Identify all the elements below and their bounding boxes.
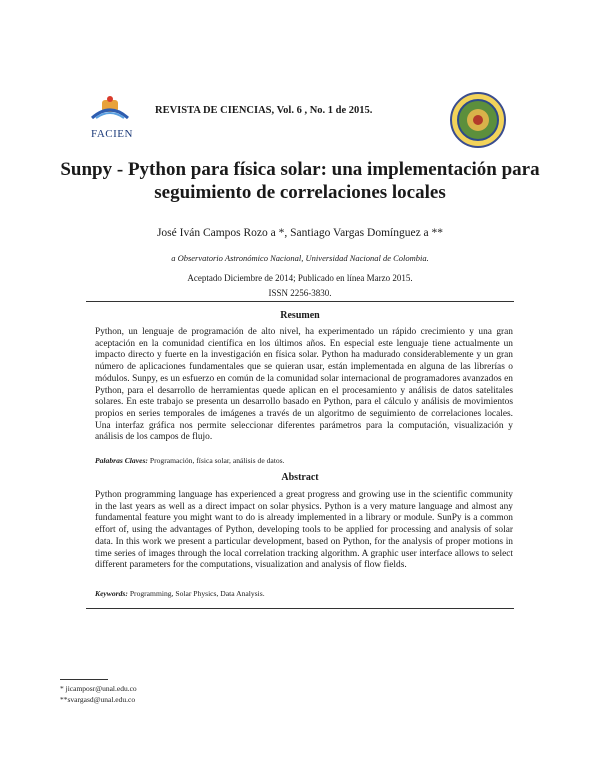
- journal-citation: REVISTA DE CIENCIAS, Vol. 6 , No. 1 de 2015.: [155, 105, 373, 116]
- authors: José Iván Campos Rozo a *, Santiago Vargas Domínguez a **: [156, 227, 444, 239]
- abstract-body: Python programming language has experienced a great progress and growing use in the scientific community in the last years as well as a direct impact on solar physics. Python is a very mature language and almost any fundamental feature you might want to do is already implemented in a library or module. SunPy is a common effort of, using the advantages of Python, developing tools to be applied for processing and analysis of solar data. In this work we present a particular development, based on Python, for the analysis of proper motions in time series of images through the local correlation tracking algorithm. A graphic user interface allows to select different parameters for the computations, visualization and analysis of flow fields.: [95, 490, 513, 571]
- resumen-keywords-label: Palabras Claves: [95, 456, 146, 465]
- facien-logo-text: FACIEN: [91, 128, 133, 140]
- footnote-email-2: **svargasd@unal.edu.co: [60, 695, 136, 704]
- divider: [86, 301, 514, 302]
- issn: ISSN 2256-3830.: [268, 288, 332, 298]
- university-seal-icon: [450, 92, 506, 148]
- colon: :: [145, 456, 148, 465]
- divider: [86, 608, 514, 609]
- resumen-keywords-text: Programación, física solar, análisis de datos.: [149, 456, 285, 465]
- publication-dates: Aceptado Diciembre de 2014; Publicado en línea Marzo 2015.: [187, 273, 413, 283]
- abstract-keywords-text: Programming, Solar Physics, Data Analysis.: [129, 589, 265, 598]
- affiliation: a Observatorio Astronómico Nacional, Universidad Nacional de Colombia.: [171, 253, 429, 263]
- resumen-keywords: [95, 456, 513, 465]
- resumen-heading: Resumen: [280, 310, 320, 321]
- footnote-rule: [60, 679, 108, 680]
- footnote-email-1: * jicamposr@unal.edu.co: [60, 684, 137, 693]
- abstract-keywords: [95, 589, 513, 598]
- abstract-keywords-label: Keywords: [95, 589, 126, 598]
- resumen-body: Python, un lenguaje de programación de alto nivel, ha experimentado un rápido crecimiento y una gran aceptación en la comunidad científica en los últimos años. En especial este lenguaje tiene actualmente un impacto directo y fuerte en la investigación en física solar. Python ha madurado considerablemente y un gran número de aplicaciones fundamentales que se quieran usar, están implementada en alguna de las librerías o módulos. Sunpy, es un esfuerzo en común de la comunidad solar internacional de programadores avanzados en Python, para el desarrollo de herramientas quede aplican en el procesamiento y análisis de datos satelitales solares. En este trabajo se presenta un desarrollo basado en Python, para el cálculo y análisis de movimientos propios en series temporales de imágenes a través de un algoritmo de seguimiento de correlaciones locales. Una interfaz gráfica nos permite seleccionar diferentes parámetros para la computación, visualización y análisis de los campos de flujo.: [95, 327, 513, 443]
- abstract-heading: Abstract: [281, 472, 319, 483]
- paper-title: Sunpy - Python para física solar: una implementación para seguimiento de correlaciones locales: [60, 159, 540, 203]
- colon: :: [125, 589, 128, 598]
